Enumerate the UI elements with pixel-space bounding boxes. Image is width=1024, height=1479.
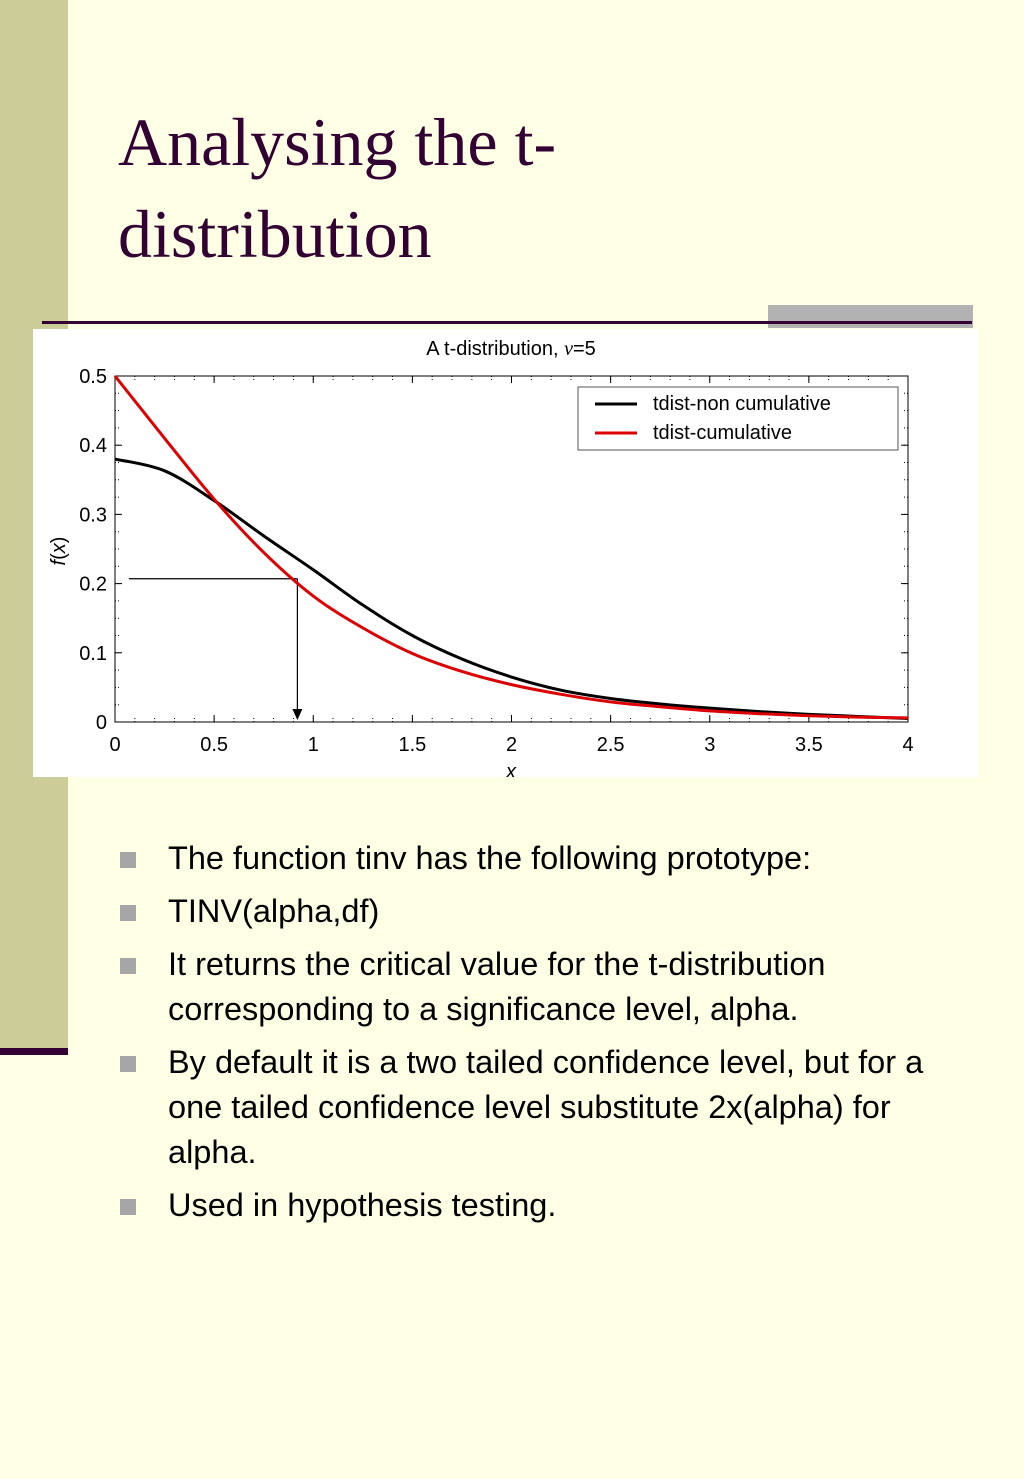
slide-title-line-2: distribution bbox=[118, 196, 432, 272]
chart-title-prefix: A t-distribution, bbox=[426, 338, 565, 360]
chart-title-suffix: =5 bbox=[572, 338, 596, 360]
sidebar-cap bbox=[0, 1048, 68, 1055]
y-tick-label: 0.2 bbox=[79, 573, 107, 596]
square-bullet-icon bbox=[120, 1199, 136, 1215]
x-tick-label: 0.5 bbox=[200, 734, 229, 756]
bullet-item bbox=[118, 889, 958, 934]
x-tick-label: 1.5 bbox=[398, 734, 427, 756]
x-tick-label: 2 bbox=[505, 734, 518, 756]
x-tick-label: 3.5 bbox=[794, 734, 823, 756]
x-tick-label: 0 bbox=[109, 734, 121, 756]
y-axis-label-open: ( bbox=[48, 553, 70, 560]
bullet-item bbox=[118, 1040, 958, 1175]
chart-title-symbol: ν bbox=[564, 338, 573, 360]
y-axis-label-close: ) bbox=[48, 536, 70, 544]
square-bullet-icon bbox=[120, 1056, 136, 1072]
y-axis-label-fn: f bbox=[48, 559, 70, 566]
slide-title bbox=[118, 96, 718, 280]
x-tick-label: 4 bbox=[902, 734, 914, 756]
y-tick-label: 0.4 bbox=[79, 435, 107, 458]
bullet-item bbox=[118, 1183, 958, 1228]
y-tick-label: 0 bbox=[95, 712, 107, 734]
bullet-text: Used in hypothesis testing. bbox=[168, 1187, 557, 1223]
title-rule bbox=[42, 321, 972, 324]
legend bbox=[578, 387, 898, 450]
square-bullet-icon bbox=[120, 852, 136, 868]
x-tick-label: 2.5 bbox=[596, 734, 625, 756]
accent-block bbox=[768, 305, 973, 328]
x-axis-label: x bbox=[506, 761, 516, 777]
bullet-text: It returns the critical value for the t-distribution corresponding to a significance level, alpha. bbox=[168, 946, 826, 1027]
y-tick-label: 0.1 bbox=[79, 642, 107, 665]
bullet-item bbox=[118, 942, 958, 1032]
y-tick-label: 0.3 bbox=[79, 504, 107, 527]
bullet-text: The function tinv has the following prototype: bbox=[168, 840, 812, 876]
t-distribution-chart bbox=[33, 329, 978, 777]
y-axis-label bbox=[48, 537, 70, 566]
bullet-list bbox=[118, 836, 958, 1236]
y-axis-label-arg: x bbox=[48, 543, 70, 554]
bullet-text: TINV(alpha,df) bbox=[168, 893, 380, 929]
y-tick-label: 0.5 bbox=[79, 366, 107, 388]
x-tick-label: 3 bbox=[704, 734, 716, 756]
slide-title-line-1: Analysing the t- bbox=[118, 104, 557, 180]
bullet-item bbox=[118, 836, 958, 881]
chart-title bbox=[426, 338, 596, 360]
legend-label-cumulative: tdist-cumulative bbox=[653, 422, 792, 444]
bullet-text: By default it is a two tailed confidence level, but for a one tailed confidence level substitute 2x(alpha) for alpha. bbox=[168, 1044, 924, 1170]
series-line-tdist-non-cumulative bbox=[115, 459, 908, 719]
critical-value-annotation bbox=[129, 579, 303, 720]
chart-panel bbox=[33, 329, 978, 777]
square-bullet-icon bbox=[120, 958, 136, 974]
legend-label-non-cumulative: tdist-non cumulative bbox=[653, 393, 831, 415]
x-tick-label: 1 bbox=[307, 734, 319, 756]
square-bullet-icon bbox=[120, 905, 136, 921]
